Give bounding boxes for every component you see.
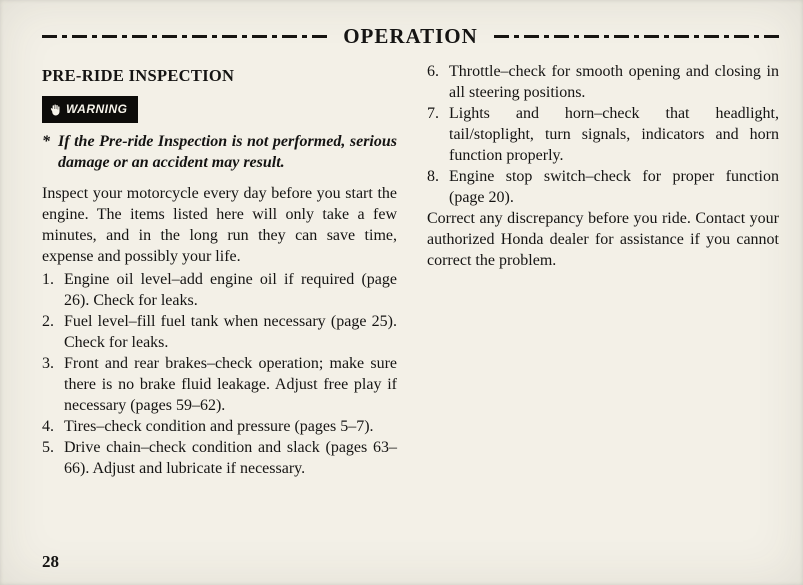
list-item-text: Lights and horn–check that headlight, tail/stoplight, turn signals, indicators and horn function properly. [449,105,779,164]
inspection-list-left [42,269,397,479]
list-item-number: 5. [42,439,54,456]
list-item [427,103,779,166]
list-item-text: Engine oil level–add engine oil if required (page 26). Check for leaks. [64,271,397,309]
list-item [42,353,397,416]
list-item [42,311,397,353]
warning-note-text: If the Pre-ride Inspection is not performed, serious damage or an accident may result. [58,133,397,171]
left-column [42,61,397,479]
list-item [42,437,397,479]
list-item-text: Throttle–check for smooth opening and closing in all steering positions. [449,63,779,101]
list-item-number: 7. [427,105,439,122]
inspection-list-right [427,61,779,208]
two-column-layout [42,61,779,479]
header-rule-right [494,35,779,38]
list-item-number: 1. [42,271,54,288]
page-number: 28 [42,552,59,571]
intro-paragraph: Inspect your motorcycle every day before you start the engine. The items listed here will only take a few minutes, and in the long run they can save time, expense and possibly your life. [42,185,397,265]
list-item [42,416,397,437]
list-item-text: Tires–check condition and pressure (pages 5–7). [64,418,374,435]
list-item-text: Engine stop switch–check for proper function (page 20). [449,168,779,206]
warning-badge [42,96,138,123]
page-header [42,26,779,47]
list-item-text: Drive chain–check condition and slack (pages 63–66). Adjust and lubricate if necessary. [64,439,397,477]
list-item-text: Front and rear brakes–check operation; make sure there is no brake fluid leakage. Adjust free play if necessary (pages 59–62). [64,355,397,414]
list-item-number: 6. [427,63,439,80]
list-item-number: 2. [42,313,54,330]
warning-note [42,131,397,173]
list-item-number: 4. [42,418,54,435]
list-item [427,166,779,208]
list-item-text: Fuel level–fill fuel tank when necessary (page 25). Check for leaks. [64,313,397,351]
warning-note-marker: * [42,133,50,150]
list-item [42,269,397,311]
list-item-number: 3. [42,355,54,372]
closing-paragraph: Correct any discrepancy before you ride. Contact your authorized Honda dealer for assistance if you cannot correct the problem. [427,210,779,269]
warning-hand-icon [49,104,61,116]
header-rule-left [42,35,327,38]
header-title: OPERATION [343,24,478,48]
right-column [427,61,779,479]
list-item-number: 8. [427,168,439,185]
section-title: PRE-RIDE INSPECTION [42,66,235,85]
warning-badge-label: WARNING [66,102,128,116]
list-item [427,61,779,103]
